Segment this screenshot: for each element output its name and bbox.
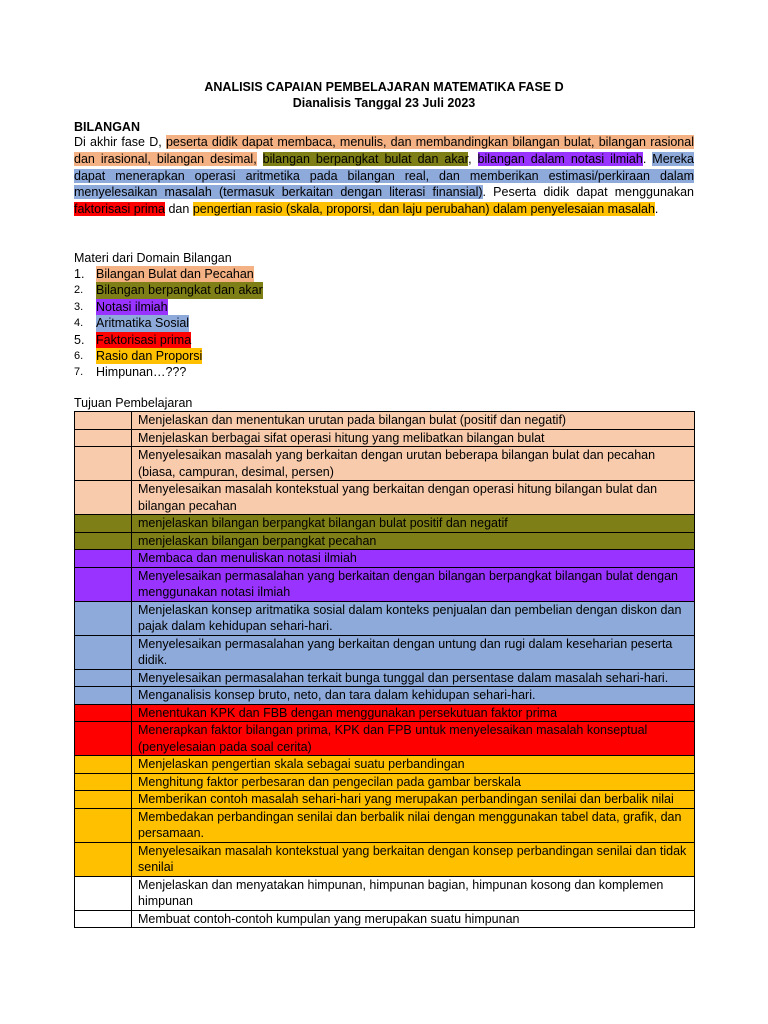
tujuan-text-cell: Membuat contoh-contoh kumpulan yang merupakan suatu himpunan: [132, 910, 695, 928]
row-marker-cell: [75, 601, 132, 635]
document-title: [0, 79, 768, 111]
row-marker-cell: [75, 704, 132, 722]
paragraph-text: dan: [165, 202, 193, 217]
tujuan-text-cell: Menerapkan faktor bilangan prima, KPK dan FPB untuk menyelesaikan masalah konseptual (penyelesaian pada soal cerita): [132, 722, 695, 756]
row-marker-cell: [75, 876, 132, 910]
row-marker-cell: [75, 791, 132, 809]
row-marker-cell: [75, 669, 132, 687]
row-marker-cell: [75, 808, 132, 842]
tujuan-text-cell: Menjelaskan konsep aritmatika sosial dalam konteks penjualan dan pembelian dengan diskon dan pajak dalam kehidupan sehari-hari.: [132, 601, 695, 635]
materi-item: [74, 315, 263, 331]
materi-title: Materi dari Domain Bilangan: [74, 251, 232, 265]
materi-item: [74, 299, 263, 315]
tujuan-text-cell: Memberikan contoh masalah sehari-hari yang merupakan perbandingan senilai dan berbalik nilai: [132, 791, 695, 809]
materi-item: [74, 332, 263, 348]
table-row: [75, 481, 695, 515]
table-row: [75, 532, 695, 550]
table-row: [75, 669, 695, 687]
table-row: [75, 515, 695, 533]
row-marker-cell: [75, 429, 132, 447]
row-marker-cell: [75, 550, 132, 568]
table-row: [75, 412, 695, 430]
tujuan-text-cell: Menentukan KPK dan FBB dengan menggunakan persekutuan faktor prima: [132, 704, 695, 722]
highlighted-phrase: bilangan dalam notasi ilmiah: [477, 151, 643, 166]
highlighted-phrase: bilangan berpangkat bulat dan akar: [262, 151, 469, 166]
table-row: [75, 635, 695, 669]
table-row: [75, 876, 695, 910]
table-row: [75, 773, 695, 791]
table-row: [75, 910, 695, 928]
tujuan-text-cell: menjelaskan bilangan berpangkat bilangan bulat positif dan negatif: [132, 515, 695, 533]
materi-item-number: 3.: [74, 300, 84, 313]
highlighted-phrase: faktorisasi prima: [74, 202, 165, 217]
materi-item-number: 5.: [74, 332, 85, 347]
row-marker-cell: [75, 910, 132, 928]
row-marker-cell: [75, 481, 132, 515]
materi-item-label: Faktorisasi prima: [96, 332, 192, 347]
tujuan-table: [74, 411, 695, 928]
paragraph-text: .: [642, 151, 653, 166]
tujuan-text-cell: menjelaskan bilangan berpangkat pecahan: [132, 532, 695, 550]
paragraph-text: Di akhir fase D,: [74, 135, 166, 149]
materi-list: [74, 266, 263, 381]
table-row: [75, 687, 695, 705]
materi-item-label: Himpunan…???: [96, 365, 187, 380]
tujuan-text-cell: Membaca dan menuliskan notasi ilmiah: [132, 550, 695, 568]
paragraph-text: [257, 152, 263, 166]
highlighted-phrase: peserta didik dapat membaca, menulis, dan membandingkan bilangan bulat, bilangan rasional dan irasional, bilangan desimal,: [74, 135, 694, 166]
paragraph-text: ,: [468, 151, 478, 166]
tujuan-text-cell: Menjelaskan pengertian skala sebagai suatu perbandingan: [132, 756, 695, 774]
tujuan-text-cell: Menjelaskan dan menentukan urutan pada bilangan bulat (positif dan negatif): [132, 412, 695, 430]
materi-item: [74, 348, 263, 364]
tujuan-text-cell: Menyelesaikan permasalahan yang berkaitan dengan untung dan rugi dalam keseharian peserta didik.: [132, 635, 695, 669]
table-row: [75, 722, 695, 756]
paragraph-text: .: [654, 202, 659, 217]
row-marker-cell: [75, 842, 132, 876]
tujuan-text-cell: Menyelesaikan permasalahan terkait bunga tunggal dan persentase dalam masalah sehari-hari.: [132, 669, 695, 687]
materi-item: [74, 364, 263, 380]
row-marker-cell: [75, 722, 132, 756]
tujuan-text-cell: Menyelesaikan masalah kontekstual yang berkaitan dengan konsep perbandingan senilai dan tidak senilai: [132, 842, 695, 876]
row-marker-cell: [75, 635, 132, 669]
section-heading: BILANGAN: [74, 120, 140, 134]
materi-item-label: Bilangan Bulat dan Pecahan: [96, 267, 254, 281]
tujuan-text-cell: Menyelesaikan masalah kontekstual yang berkaitan dengan operasi hitung bilangan bulat dan bilangan pecahan: [132, 481, 695, 515]
capaian-paragraph: [74, 134, 694, 218]
title-line-2: Dianalisis Tanggal 23 Juli 2023: [292, 96, 476, 110]
table-row: [75, 791, 695, 809]
tujuan-text-cell: Menjelaskan berbagai sifat operasi hitung yang melibatkan bilangan bulat: [132, 429, 695, 447]
table-row: [75, 704, 695, 722]
row-marker-cell: [75, 773, 132, 791]
materi-item-label: Bilangan berpangkat dan akar: [96, 283, 263, 298]
table-row: [75, 550, 695, 568]
table-row: [75, 429, 695, 447]
tujuan-text-cell: Menganalisis konsep bruto, neto, dan tara dalam kehidupan sehari-hari.: [132, 687, 695, 705]
table-row: [75, 842, 695, 876]
tujuan-text-cell: Menyelesaikan masalah yang berkaitan dengan urutan beberapa bilangan bulat dan pecahan (biasa, campuran, desimal, persen): [132, 447, 695, 481]
table-row: [75, 601, 695, 635]
tujuan-text-cell: Menghitung faktor perbesaran dan pengecilan pada gambar berskala: [132, 773, 695, 791]
materi-item: [74, 282, 263, 298]
table-row: [75, 567, 695, 601]
table-row: [75, 756, 695, 774]
row-marker-cell: [75, 515, 132, 533]
tujuan-text-cell: Menyelesaikan permasalahan yang berkaitan dengan bilangan berpangkat bilangan bulat dengan menggunakan notasi ilmiah: [132, 567, 695, 601]
highlighted-phrase: pengertian rasio (skala, proporsi, dan laju perubahan) dalam penyelesaian masalah: [192, 202, 655, 217]
materi-item-number: 7.: [74, 366, 84, 379]
table-row: [75, 447, 695, 481]
tujuan-text-cell: Membedakan perbandingan senilai dan berbalik nilai dengan menggunakan tabel data, grafik, dan persamaan.: [132, 808, 695, 842]
materi-item-label: Aritmatika Sosial: [96, 316, 190, 331]
materi-item-label: Notasi ilmiah: [96, 299, 168, 314]
row-marker-cell: [75, 756, 132, 774]
row-marker-cell: [75, 567, 132, 601]
materi-item-number: 1.: [74, 267, 85, 281]
materi-item-label: Rasio dan Proporsi: [96, 348, 203, 363]
row-marker-cell: [75, 412, 132, 430]
highlighted-phrase: Mereka dapat menerapkan operasi aritmetika pada bilangan real, dan memberikan estimasi/perkiraan dalam menyelesaikan masalah (termasuk berkaitan dengan literasi finansial): [74, 151, 694, 200]
title-line-1: ANALISIS CAPAIAN PEMBELAJARAN MATEMATIKA FASE D: [204, 80, 564, 94]
tujuan-title: Tujuan Pembelajaran: [74, 396, 193, 410]
tujuan-text-cell: Menjelaskan dan menyatakan himpunan, himpunan bagian, himpunan kosong dan komplemen himpunan: [132, 876, 695, 910]
materi-item-number: 4.: [74, 317, 84, 330]
materi-item: [74, 266, 263, 282]
row-marker-cell: [75, 687, 132, 705]
materi-item-number: 2.: [74, 284, 84, 297]
paragraph-text: . Peserta didik dapat menggunakan: [482, 185, 694, 200]
row-marker-cell: [75, 532, 132, 550]
table-row: [75, 808, 695, 842]
row-marker-cell: [75, 447, 132, 481]
materi-item-number: 6.: [74, 349, 84, 362]
